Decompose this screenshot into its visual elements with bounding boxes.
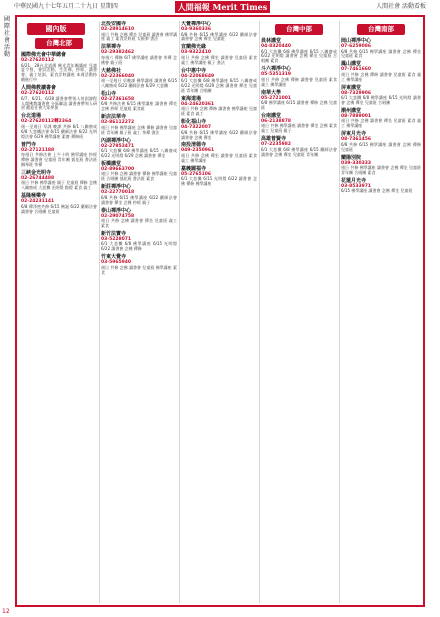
section-title: 人間社會 活動看板 [376,3,426,10]
listing-entry [101,231,177,252]
temple-phone: 02-28914610 [101,27,135,32]
event-details: 6/8 共修法會 6/15 佛學講座 讀書會 禪坐 念佛 抄經 兒童班 素食班 [101,101,177,112]
listing-column-1 [21,21,97,603]
event-details: 週日 共修 念佛 禪坐 讀書會 兒童班 素食 義工 佛學講座 親子 書法 [181,54,257,65]
event-details: 週日 共修 念佛 禪坐 讀書會 兒童班 素食 義工 佛學講座 [181,152,257,163]
temple-name: 三峽金光明寺 [21,169,52,176]
listing-column-4 [261,21,337,603]
temple-phone: 03-9322410 [181,50,212,56]
listing-entry [101,91,177,112]
event-details: 週日 共修 念佛 禪修 讀書會 兒童班 素食 義工 佛學講座 [261,76,337,87]
temple-phone: 04-22068649 [181,73,215,79]
temple-name: 蘭陽別院 [341,154,362,161]
event-details: 6/1 大悲懺 6/8 佛學講座 6/15 八關齋戒 6/22 光明燈 讀書會 念佛 禪坐 兒童班 合唱團 素食 [261,48,337,64]
listing-entry [21,170,97,191]
temple-phone: 03-5228071 [101,236,132,242]
temple-phone: 05-2721001 [261,95,292,101]
temple-phone: 02-26744488 [21,175,55,181]
listing-entry [261,90,337,111]
temple-phone: 02-24231141 [21,199,55,205]
temple-name: 斗六禪淨中心 [261,66,292,73]
listing-entry [261,113,337,134]
event-details: 6/1 大悲懺 6/8 佛學講座 6/15 八關齋戒 6/22 光明燈 6/29 念佛 讀書會 禪坐 [101,148,177,158]
temple-phone: 02-89663700 [101,166,135,172]
temple-name: 竹東大覺寺 [101,254,127,261]
event-details: 6/8 共修 6/15 佛學講座 6/22 藥師法會 讀書會 念佛 禪坐 [181,129,257,140]
side-strip [0,16,14,606]
temple-name: 國際佛光會中華總會 [21,52,67,58]
event-details: 週一至週日 早晚課 佛學講座 讀書會 6/15 八關齋戒 6/22 藥師法會 6/29 大悲懺 [101,78,177,89]
listing-entry [101,254,177,275]
listing-entry [21,113,97,139]
listing-entry [101,138,177,159]
temple-phone: 02-29382462 [101,50,135,56]
temple-phone: 02-27121188 [21,147,55,153]
temple-name: 人間佛教讀書會 [21,85,57,92]
listing-entry [181,21,257,42]
temple-name: 員林講堂 [261,38,282,44]
temple-phone: 039-330333 [341,160,372,166]
temple-phone: 02-27620112 [21,58,55,63]
listing-entry [181,142,257,163]
temple-phone: 05-5351319 [261,72,292,78]
event-details: 6/8 禪淨密共修 6/15 佛誕 6/22 藥師法會 讀書會 合唱團 兒童班 [21,203,97,214]
temple-name: 花蓮月光寺 [341,177,367,184]
temple-name: 潮州講堂 [341,107,362,114]
temple-name: 東海道場 [181,95,202,102]
temple-name: 台北道場 [21,113,42,120]
listing-entry [261,38,337,64]
event-details: 6/8 共修 6/15 佛學講座 6/22 藥師法會 讀書會 禪坐 念佛 抄經 親子 [101,194,177,205]
temple-phone: 06-2138878 [261,118,292,124]
listing-entry [181,96,257,117]
temple-name: 大覺禪淨中心 [181,21,212,27]
temple-phone: 02-27620112 [21,91,55,97]
listing-entry [101,208,177,229]
listing-entry [341,108,421,129]
event-details: 週日 共修 念佛 讀書會 禪坐 兒童班 義工 素食 [101,218,177,228]
listing-column-2 [101,21,177,603]
temple-name: 普門寺 [21,141,37,148]
listing-entry [21,85,97,111]
temple-phone: 07-2235982 [261,142,292,148]
masthead-logo: 人間福報 Merit Times [175,1,270,13]
listing-entry [261,66,337,87]
temple-phone: 02-22366040 [101,73,135,79]
event-details: 6/1 大悲懺 6/8 佛學講座 6/15 八關齋戒 6/22 光明燈 6/29 念佛 讀書會 禪坐 兒童班 青年團 合唱團 [181,78,257,93]
temple-name: 岡山禪淨中心 [341,38,372,44]
page-header [0,0,440,14]
temple-name: 松山寺 [101,90,117,97]
listing-entry [341,178,421,194]
event-details: 週日 共修 念佛 禪修 讀書會 佛學講座 兒童班 素食 義工 [181,106,257,117]
event-details: 週日 共修 佛學講座 親子 兒童班 禪修 念佛 八關齋戒 大悲懺 光明燈 點燈 素食 義工 [21,180,97,191]
listing-entry [341,85,421,106]
listing-entry [21,193,97,214]
listing-entry [21,52,97,83]
listing-entry [341,131,421,152]
temple-name: 泰山禪淨中心 [101,207,132,214]
region-heading: 台灣北部 [35,38,83,49]
event-details: 每週六 禪修 6/7 佛學講座 讀書會 茶禪 念佛會 親子班 [101,54,177,65]
listing-entry [181,119,257,140]
temple-phone: 02-22770018 [101,190,135,196]
edition-banner: 國內版 [27,23,85,35]
event-details: 6/8 共修 6/15 佛學講座 6/22 藥師法會 讀書會 念佛 禪坐 兒童班 [181,31,257,42]
temple-phone: 03-9360336 [181,27,212,32]
event-details: 6/8 共修 6/15 佛學講座 讀書會 念佛 禪坐 兒童班 素食 [341,48,421,59]
event-details: 週日 共修 念佛 禪坐 兒童班 讀書會 佛學講座 義工 素食烹飪班 太極拳 書法 [101,31,177,42]
temple-name: 北投安國寺 [101,21,127,27]
listing-column-3 [181,21,257,603]
listing-column-5 [341,21,421,603]
event-details: 週日 共修 念佛 禪修 讀書會 兒童班 素食 義工 佛學講座 [341,71,421,82]
temple-name: 大慈佛社 [101,67,122,74]
event-details: 6/21、28台北道場 佛光青年團講座 兒童夏令營，會員活動，生活禪、抄經、讀書會、義工培訓、素食烹飪講座 本週活動持續進行中 [21,62,97,83]
event-details: 6/1 大悲懺 6/8 佛學講座 6/15 光明燈 讀書會 念佛 禪坐 兒童班 合唱團 [341,95,421,106]
listing-entry [101,114,177,135]
temple-phone: 02-29074758 [101,213,135,219]
temple-phone: 02-27361658 [101,96,135,102]
listing-entry [341,61,421,82]
region-heading: 台灣中部 [275,24,323,35]
side-strip-char: 活 [3,44,10,51]
listing-entry [181,68,257,94]
temple-name: 鳳山講堂 [341,61,362,68]
event-details: 6/1 大悲懺 6/8 佛學講座 6/15 光明燈 6/22 讀書會 念佛 禪修 [101,241,177,252]
side-strip-char: 動 [3,51,10,58]
temple-name: 彰化福山寺 [181,119,207,126]
listing-entry [101,161,177,182]
event-details: 6/1 大悲懺 6/15 光明燈 6/22 讀書會 念佛 禪修 佛學講座 [181,176,257,187]
temple-name: 板橋講堂 [101,160,122,167]
temple-phone: 04-7322007 [181,125,212,131]
event-details: 週日 共修 佛學講座 讀書會 念佛 禪坐 兒童班 青年團 合唱團 素食 [341,165,421,175]
event-details: 6/15 佛學講座 讀書會 念佛 禪坐 兒童班 [341,188,413,194]
temple-phone: 049-2350961 [181,148,215,154]
side-strip-char: 際 [3,23,10,30]
listing-entry [101,68,177,89]
listing-entry [261,136,337,157]
listing-entry [21,142,97,168]
temple-name: 屏東講堂 [341,84,362,91]
temple-name: 宜蘭佛光緣 [181,44,207,51]
event-details: 週日 共修 念佛 讀書會 禪修 佛學講座 兒童班 合唱團 插花班 書法班 素食 [101,171,177,182]
listing-entry [181,166,257,187]
temple-name: 南華大學 [261,89,282,96]
temple-phone: 08-7361456 [341,137,372,143]
temple-name: 嘉義圓福寺 [181,165,207,172]
event-details: 週日 共修 佛學講座 念佛 禪修 讀書會 兒童班 青年團 親子班 義工 茶禪 書法 [101,124,177,135]
temple-name: 內湖禪淨中心 [101,137,132,144]
temple-phone: 03-5965940 [101,260,132,266]
temple-name: 基隆極樂寺 [21,193,47,200]
page-number: 12 [2,608,10,615]
event-details: 週日 共修 念佛 讀書會 兒童班 佛學講座 素食 [101,264,177,275]
listing-entry [101,184,177,205]
event-details: 6/7、6/21、6/28 讀書會帶領人培訓課程 人間佛教讀書會 分區聯誼 讀書會帶領人研習 歡迎社會大眾參加 [21,95,97,111]
temple-phone: 02-27953471 [101,143,135,149]
temple-phone: 07-7461660 [341,67,372,73]
listing-entry [341,155,421,176]
event-details: 6/8 佛學講座 6/15 讀書會 禪修 念佛 兒童班 [261,100,337,110]
temple-name: 台中惠中寺 [181,67,207,74]
event-details: 6/1 大悲懺 6/8 佛學講座 6/15 藥師法會 讀書會 念佛 禪坐 兒童班 青年團 [261,146,337,157]
temple-phone: 03-8533971 [341,183,372,189]
event-details: 週日 共修 念佛 讀書會 禪坐 兒童班 素食 義工 佛學講座 [341,118,421,129]
listing-entry [101,21,177,42]
listing-entry [181,44,257,65]
listing-entry [101,44,177,65]
listing-entry [341,38,421,59]
temple-name: 台南講堂 [261,112,282,119]
temple-phone: 04-8320440 [261,44,292,49]
temple-phone: 07-6259086 [341,44,372,49]
side-strip-char: 社 [3,30,10,37]
event-details: 每週日 共修法會 上午十時 佛學講座 抄經 禪修 讀書會 兒童班 青年團 插花班 書法班 鋼琴班 茶禪 [21,152,97,167]
temple-name: 新莊禪淨中心 [101,184,132,191]
temple-name: 南投清德寺 [181,142,207,149]
temple-name: 屏東月光寺 [341,131,367,138]
temple-phone: 02-86112272 [101,120,135,126]
temple-phone: 02-27620112轉2364 [21,119,72,125]
event-details: 週日 共修 佛學講座 讀書會 禪坐 念佛 素食 義工 兒童班 親子 [261,123,337,134]
temple-phone: 08-7889001 [341,113,372,119]
temple-phone: 05-2765106 [181,171,212,177]
event-details: 週一至週日 早課 晚課 共修 6/1 八關齋戒 6/8 大悲懺法會 6/15 藥師法會 6/22 光明燈法會 6/29 佛學講座 素齋 禪修班 [21,123,97,139]
side-strip-char: 會 [3,37,10,44]
listings-frame [15,15,425,607]
side-strip-char: 國 [3,16,10,23]
temple-phone: 04-24620361 [181,101,215,107]
event-details: 6/8 共修 6/15 佛學講座 讀書會 念佛 禪修 兒童班 [341,141,421,152]
region-heading: 台灣南部 [357,24,405,35]
temple-name: 法華禪寺 [101,44,122,51]
temple-name: 高雄普賢寺 [261,136,287,143]
temple-phone: 08-7329906 [341,90,372,96]
temple-name: 新店法華寺 [101,114,127,121]
temple-name: 新竹法寶寺 [101,230,127,237]
issue-date: 中華民國九十七年五月二十九日 星期四 [14,3,118,10]
